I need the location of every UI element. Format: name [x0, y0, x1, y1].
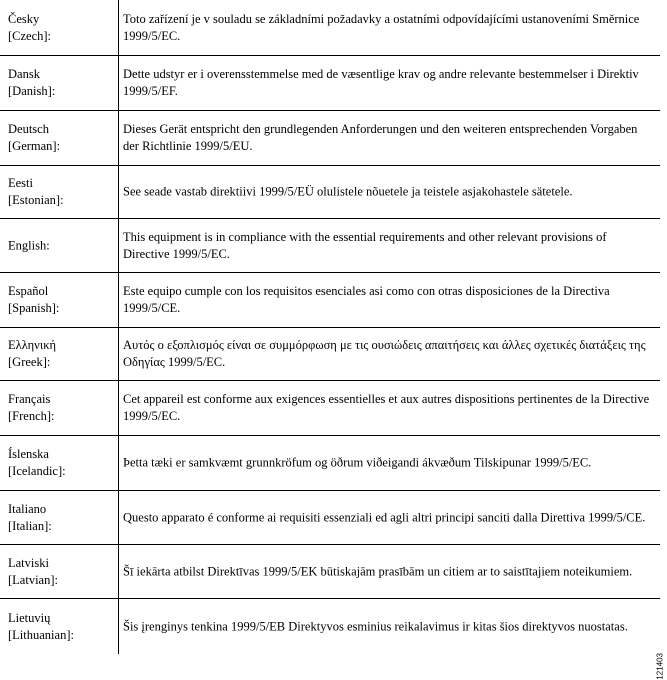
language-english-name: [Estonian]:	[8, 193, 64, 207]
language-english-name: [French]:	[8, 409, 55, 423]
language-english-name: [Icelandic]:	[8, 464, 66, 478]
table-row	[0, 436, 660, 491]
table-row	[0, 273, 660, 328]
compliance-statement: This equipment is in compliance with the essential requirements and other relevant provisions of Directive 1999/5/EC.	[123, 229, 607, 261]
compliance-statement: Este equipo cumple con los requisitos esenciales asi como con otras disposiciones de la Directiva 1999/5/CE.	[123, 284, 610, 315]
language-cell	[8, 66, 116, 100]
language-native-name: Dansk	[8, 67, 40, 81]
table-row	[0, 328, 660, 381]
language-cell	[8, 337, 116, 371]
compliance-statement: See seade vastab direktiivi 1999/5/EÜ olulistele nõuetele ja teistele asjakohastele sätetele.	[123, 184, 573, 199]
language-english-name: [Danish]:	[8, 84, 56, 98]
language-native-name: Italiano	[8, 501, 47, 516]
language-cell	[8, 391, 116, 425]
compliance-statement: Αυτός ο εξοπλισμός είναι σε συμμόρφωση με τις ουσιώδεις απαιτήσεις και άλλες σχετικές διατάξεις της Οδηγίας 1999/5/EC.	[123, 338, 646, 369]
language-english-name: [Italian]:	[8, 518, 52, 533]
language-english-name: [German]:	[8, 139, 61, 153]
table-row	[0, 166, 660, 219]
language-native-name: Lietuvių	[8, 610, 51, 625]
language-native-name: Eesti	[8, 176, 33, 190]
language-native-name: English:	[8, 238, 50, 252]
compliance-statement: Questo apparato é conforme ai requisiti essenziali ed agli altri principi sanciti dalla Direttiva 1999/5/CE.	[123, 510, 646, 524]
language-native-name: Latviski	[8, 555, 49, 570]
language-native-name: Deutsch	[8, 122, 49, 136]
table-row	[0, 219, 660, 273]
language-native-name: Íslenska	[8, 447, 49, 461]
table-row	[0, 599, 660, 654]
compliance-statement: Toto zařízení je v souladu se základními požadavky a ostatními odpovídajícími ustanoveními Směrnice 1999/5/EC.	[123, 11, 640, 43]
compliance-statement: Þetta tæki er samkvæmt grunnkröfum og öðrum viðeigandi ákvæðum Tilskipunar 1999/5/EC.	[123, 455, 592, 470]
compliance-statement: Šī iekārta atbilst Direktīvas 1999/5/EK būtiskajām prasībām un citiem ar to saistītajiem noteikumiem.	[123, 564, 633, 578]
document-id: 121403	[656, 653, 665, 680]
language-cell	[8, 121, 116, 155]
language-native-name: Česky	[8, 11, 40, 26]
table-row	[0, 56, 660, 111]
language-cell	[8, 283, 116, 317]
table-row	[0, 381, 660, 436]
language-english-name: [Latvian]:	[8, 572, 58, 587]
language-native-name: Ελληνική	[8, 338, 57, 352]
language-cell	[8, 175, 116, 209]
table-row	[0, 491, 660, 545]
language-cell	[8, 555, 116, 589]
compliance-statement: Šis įrenginys tenkina 1999/5/EB Direktyvos esminius reikalavimus ir kitas šios direktyvos nuostatas.	[123, 619, 628, 633]
language-cell	[8, 11, 116, 45]
table-row	[0, 545, 660, 599]
language-cell	[8, 610, 116, 644]
language-english-name: [Czech]:	[8, 28, 52, 43]
table-row	[0, 0, 660, 56]
language-english-name: [Spanish]:	[8, 301, 60, 315]
language-native-name: Español	[8, 284, 49, 298]
language-cell	[8, 446, 116, 480]
language-cell	[8, 501, 116, 535]
compliance-statement: Dieses Gerät entspricht den grundlegenden Anforderungen und den weiteren entsprechenden Vorgaben der Richtlinie 1999/5/EU.	[123, 122, 638, 153]
compliance-statement: Dette udstyr er i overensstemmelse med de væsentlige krav og andre relevante bestemmelser i Direktiv 1999/5/EF.	[123, 67, 639, 98]
table-row	[0, 111, 660, 166]
compliance-statement: Cet appareil est conforme aux exigences essentielles et aux autres dispositions pertinentes de la Directive 1999/5/EC.	[123, 392, 650, 423]
language-cell	[8, 237, 116, 254]
language-native-name: Français	[8, 392, 51, 406]
language-english-name: [Greek]:	[8, 355, 51, 369]
language-english-name: [Lithuanian]:	[8, 627, 74, 642]
